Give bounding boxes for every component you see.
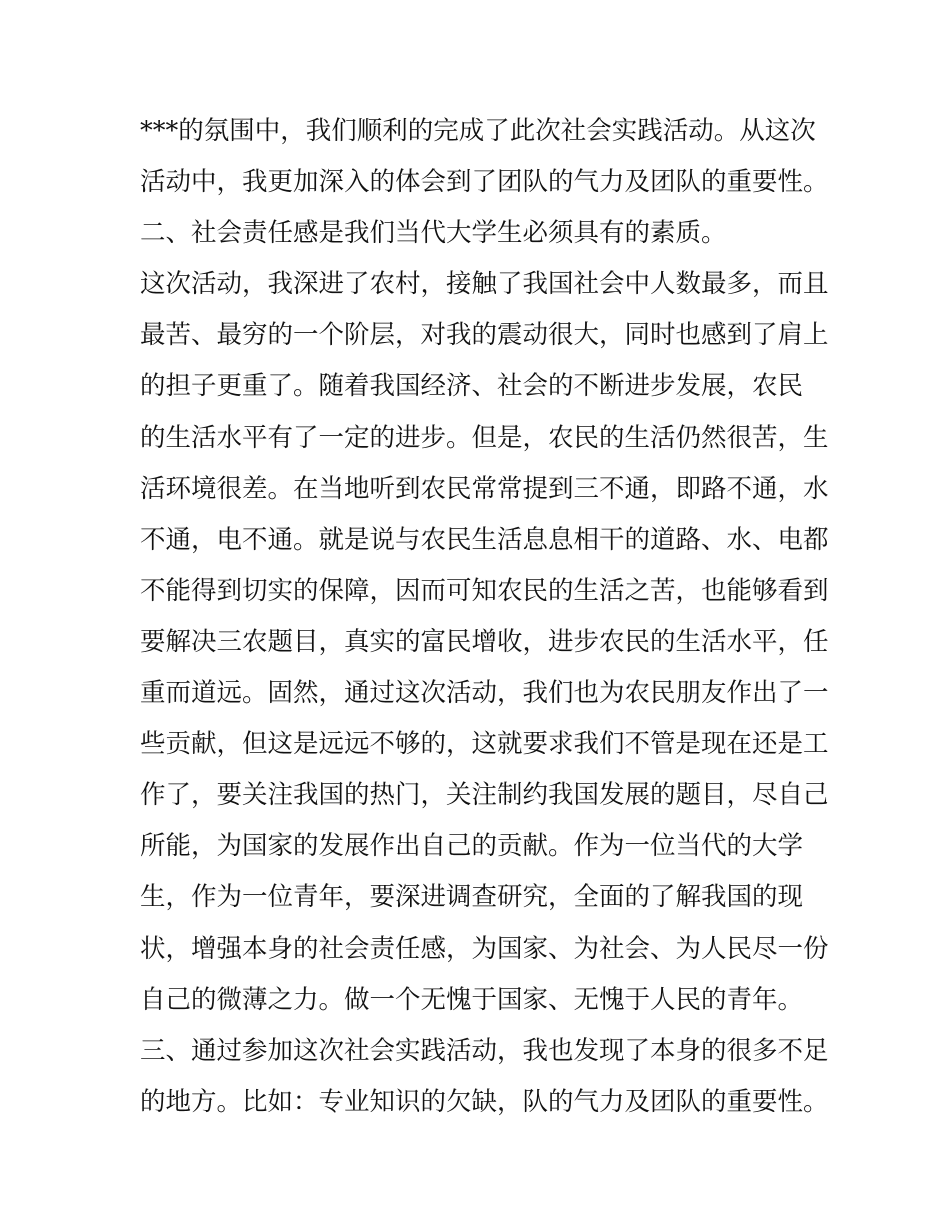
text-line: 这次活动，我深进了农村，接触了我国社会中人数最多，而且 (140, 269, 829, 300)
text-line: ***的氛围中，我们顺利的完成了此次社会实践活动。从这次 (140, 116, 816, 146)
text-line: 生，作为一位青年，要深进调查研究，全面的了解我国的现 (140, 882, 804, 913)
text-line: 活动中，我更加深入的体会到了团队的气力及团队的重要性。 (140, 167, 829, 198)
section-heading-2: 二、社会责任感是我们当代大学生必须具有的素质。 (140, 218, 727, 249)
body-text (140, 106, 830, 1128)
text-line: 作了，要关注我国的热门，关注制约我国发展的题目，尽自己 (140, 780, 829, 811)
text-line: 要解决三农题目，真实的富民增收，进步农民的生活水平，任 (140, 626, 829, 657)
text-line: 不通，电不通。就是说与农民生活息息相干的道路、水、电都 (140, 524, 829, 555)
text-line: 的担子更重了。随着我国经济、社会的不断进步发展，农民 (140, 371, 804, 402)
text-line: 不能得到切实的保障，因而可知农民的生活之苦，也能够看到 (140, 575, 829, 606)
section-heading-3: 三、通过参加这次社会实践活动，我也发现了本身的很多不足 (140, 1035, 829, 1066)
text-line: 的地方。比如：专业知识的欠缺，队的气力及团队的重要性。 (140, 1086, 829, 1117)
text-line: 活环境很差。在当地听到农民常常提到三不通，即路不通，水 (140, 473, 829, 504)
text-line: 所能，为国家的发展作出自己的贡献。作为一位当代的大学 (140, 831, 804, 862)
text-line: 些贡献，但这是远远不够的，这就要求我们不管是现在还是工 (140, 729, 829, 760)
text-line: 状，增强本身的社会责任感，为国家、为社会、为人民尽一份 (140, 933, 829, 964)
text-line: 重而道远。固然，通过这次活动，我们也为农民朋友作出了一 (140, 678, 829, 709)
text-line: 的生活水平有了一定的进步。但是，农民的生活仍然很苦，生 (140, 422, 829, 453)
text-line: 自己的微薄之力。做一个无愧于国家、无愧于人民的青年。 (140, 984, 804, 1015)
text-line: 最苦、最穷的一个阶层，对我的震动很大，同时也感到了肩上 (140, 320, 829, 351)
